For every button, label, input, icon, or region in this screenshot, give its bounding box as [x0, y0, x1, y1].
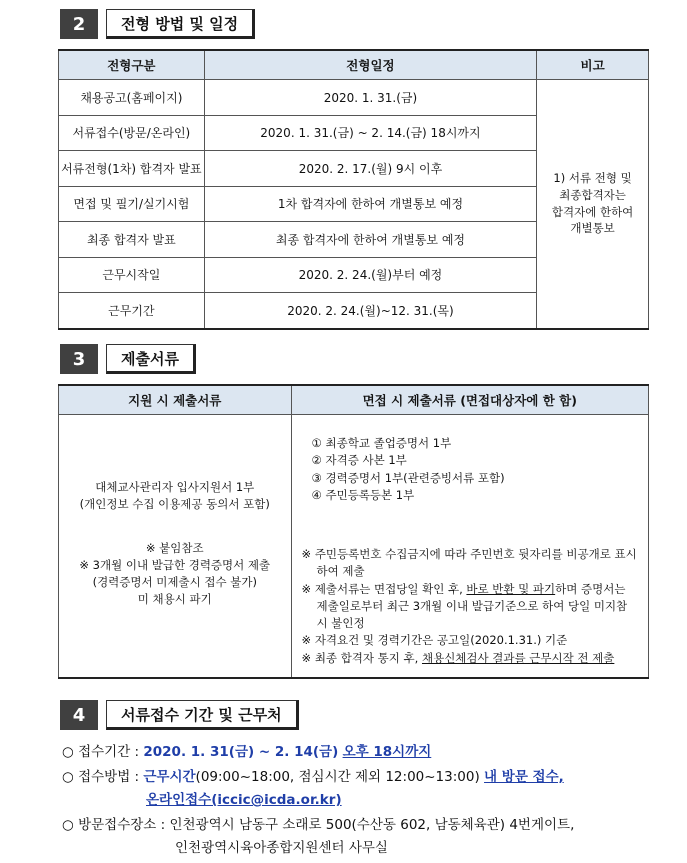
note-item [302, 581, 638, 633]
schedule-cell: 1차 합격자에 한하여 개별통보 예정 [204, 186, 536, 222]
section4-number: 4 [60, 700, 98, 730]
note-line: 합격자에 한하여 [551, 204, 634, 219]
col-header: 전형일정 [204, 50, 536, 80]
doc-line: ※ 3개월 이내 발급한 경력증명서 제출 [79, 557, 271, 572]
note-emphasis: 채용신체검사 결과를 근무시작 전 제출 [421, 650, 615, 665]
doc-line: (경력증명서 미제출시 접수 불가) [92, 575, 257, 589]
application-docs-cell [59, 415, 292, 678]
note-emphasis: 바로 반환 및 파기 [466, 581, 556, 596]
online-email-link[interactable]: 온라인접수(iccic@icda.or.kr) [146, 792, 342, 808]
stage-cell: 채용공고(홈페이지) [59, 80, 205, 116]
section2-header [60, 9, 255, 39]
schedule-cell: 2020. 2. 24.(월)부터 예정 [204, 257, 536, 293]
col-header: 지원 시 제출서류 [59, 385, 292, 415]
note-item [302, 650, 638, 667]
table-header-row [59, 385, 649, 415]
col-header: 전형구분 [59, 50, 205, 80]
doc-line: ※ 붙임참조 [145, 540, 204, 555]
doc-line: 미 채용시 파기 [137, 592, 212, 607]
place-address: 인천광역시 남동구 소래로 500(수산동 602, 남동체육관) 4번게이트, [169, 817, 575, 833]
period-line [62, 740, 431, 760]
schedule-table [58, 49, 649, 330]
method-label: ○ 접수방법 : [62, 769, 144, 785]
schedule-cell: 2020. 1. 31.(금) [204, 80, 536, 116]
section3-number: 3 [60, 344, 98, 374]
method-online-line [146, 788, 342, 808]
section4-title: 서류접수 기간 및 근무처 [106, 700, 299, 730]
section4-header [60, 700, 299, 730]
interview-docs-cell [291, 415, 648, 678]
list-item: ② 자격증 사본 1부 [311, 453, 407, 468]
note-cell [537, 80, 649, 329]
period-time: 오후 18시까지 [342, 744, 432, 760]
table-row [59, 80, 649, 116]
table-row [59, 415, 649, 678]
place-line-2 [175, 836, 388, 856]
schedule-cell: 최종 합격자에 한하여 개별통보 예정 [204, 222, 536, 258]
doc-line: 대체교사관리자 입사지원서 1부 [95, 480, 255, 494]
list-item: ① 최종학교 졸업증명서 1부 [311, 436, 452, 450]
section3-header [60, 344, 196, 374]
note-text: ※ 최종 합격자 통지 후, [301, 650, 422, 665]
doc-list [302, 435, 638, 504]
note-line: 1) 서류 전형 및 [553, 171, 632, 186]
period-value: 2020. 1. 31(금) ~ 2. 14(금) [143, 744, 339, 760]
method-hours-label: 근무시간 [143, 769, 196, 785]
place-line [62, 813, 574, 833]
place-label: ○ 방문접수장소 : [62, 817, 170, 833]
notes-list [302, 546, 638, 667]
stage-cell: 최종 합격자 발표 [59, 222, 205, 258]
stage-cell: 서류접수(방문/온라인) [59, 115, 205, 151]
note-line: 최종합격자는 [559, 188, 626, 203]
schedule-cell: 2020. 1. 31.(금) ~ 2. 14.(금) 18시까지 [204, 115, 536, 151]
period-label: ○ 접수기간 : [62, 744, 144, 760]
section2-number: 2 [60, 9, 98, 39]
stage-cell: 서류전형(1차) 합격자 발표 [59, 151, 205, 187]
method-line [62, 765, 564, 785]
col-header: 비고 [537, 50, 649, 80]
table-header-row [59, 50, 649, 80]
list-item: ③ 경력증명서 1부(관련증빙서류 포함) [311, 470, 505, 485]
col-header: 면접 시 제출서류 (면접대상자에 한 함) [291, 385, 648, 415]
section2-title: 전형 방법 및 일정 [106, 9, 255, 39]
note-item: ※ 주민등록번호 수집금지에 따라 주민번호 뒷자리를 비공개로 표시하여 제출 [301, 547, 637, 579]
schedule-cell: 2020. 2. 17.(월) 9시 이후 [204, 151, 536, 187]
method-visit: 내 방문 접수, [484, 769, 564, 785]
schedule-cell: 2020. 2. 24.(월)~12. 31.(목) [204, 293, 536, 329]
place-office: 인천광역시육아종합지원센터 사무실 [175, 840, 388, 856]
list-item: ④ 주민등록등본 1부 [311, 487, 415, 502]
note-text: ※ 제출서류는 면접당일 확인 후, [301, 581, 467, 596]
note-item: ※ 자격요건 및 경력기간은 공고일(2020.1.31.) 기준 [301, 633, 568, 648]
note-line: 개별통보 [570, 221, 615, 236]
stage-cell: 근무기간 [59, 293, 205, 329]
stage-cell: 면접 및 필기/실기시험 [59, 186, 205, 222]
section3-title: 제출서류 [106, 344, 196, 374]
note-text: 하며 증명서는 제출일로부터 최근 3개월 이내 발급기준으로 하여 당일 미지참시 불인정 [316, 581, 628, 630]
stage-cell: 근무시작일 [59, 257, 205, 293]
method-hours: (09:00~18:00, 점심시간 제외 12:00~13:00) [195, 769, 485, 785]
doc-line: (개인정보 수집 이용제공 동의서 포함) [79, 497, 270, 512]
documents-table [58, 384, 649, 679]
